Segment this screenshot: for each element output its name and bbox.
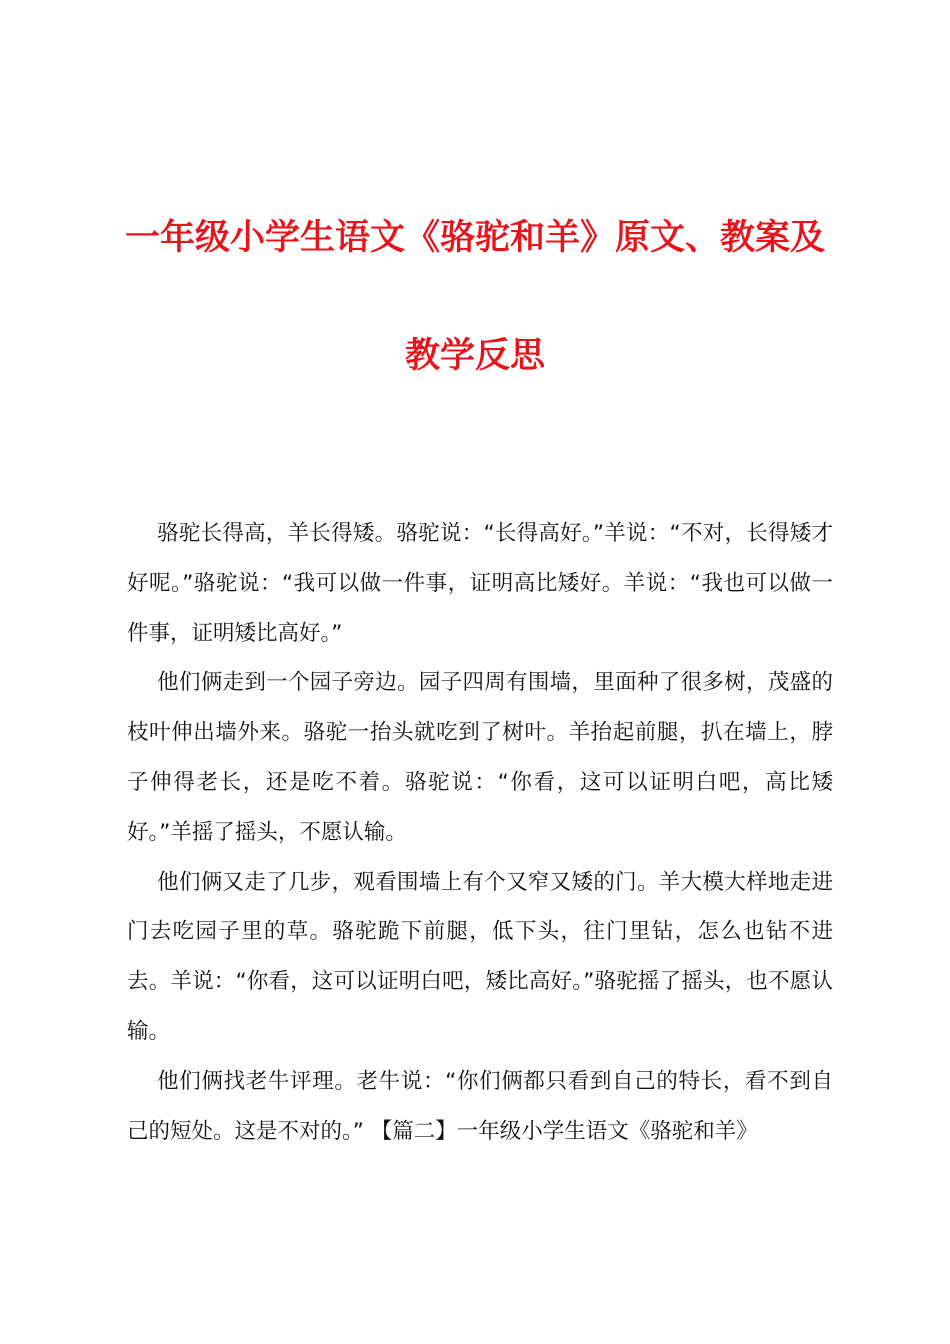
paragraph: 骆驼长得高，羊长得矮。骆驼说：“长得高好。”羊说：“不对，长得矮才好呢。”骆驼说：“我可以做一件事，证明高比矮好。羊说：“我也可以做一件事，证明矮比高好。” xyxy=(127,521,833,646)
paragraph: 他们俩找老牛评理。老牛说：“你们俩都只看到自己的特长，看不到自己的短处。这是不对的。” 【篇二】一年级小学生语文《骆驼和羊》 xyxy=(127,1068,833,1144)
document-title-line-1: 一年级小学生语文《骆驼和羊》原文、教案及 xyxy=(124,217,825,258)
document-body xyxy=(127,509,833,1156)
paragraph: 他们俩走到一个园子旁边。园子四周有围墙，里面种了很多树，茂盛的枝叶伸出墙外来。骆驼一抬头就吃到了树叶。羊抬起前腿，扒在墙上，脖子伸得老长，还是吃不着。骆驼说：“你看，这可以证明白吧，高比矮好。”羊摇了摇头，不愿认输。 xyxy=(127,670,833,845)
paragraph: 他们俩又走了几步，观看围墙上有个又窄又矮的门。羊大模大样地走进门去吃园子里的草。骆驼跪下前腿，低下头，往门里钻，怎么也钻不进去。羊说：“你看，这可以证明白吧，矮比高好。”骆驼摇了摇头，也不愿认输。 xyxy=(127,869,833,1044)
document-title-line-2: 教学反思 xyxy=(404,335,545,376)
